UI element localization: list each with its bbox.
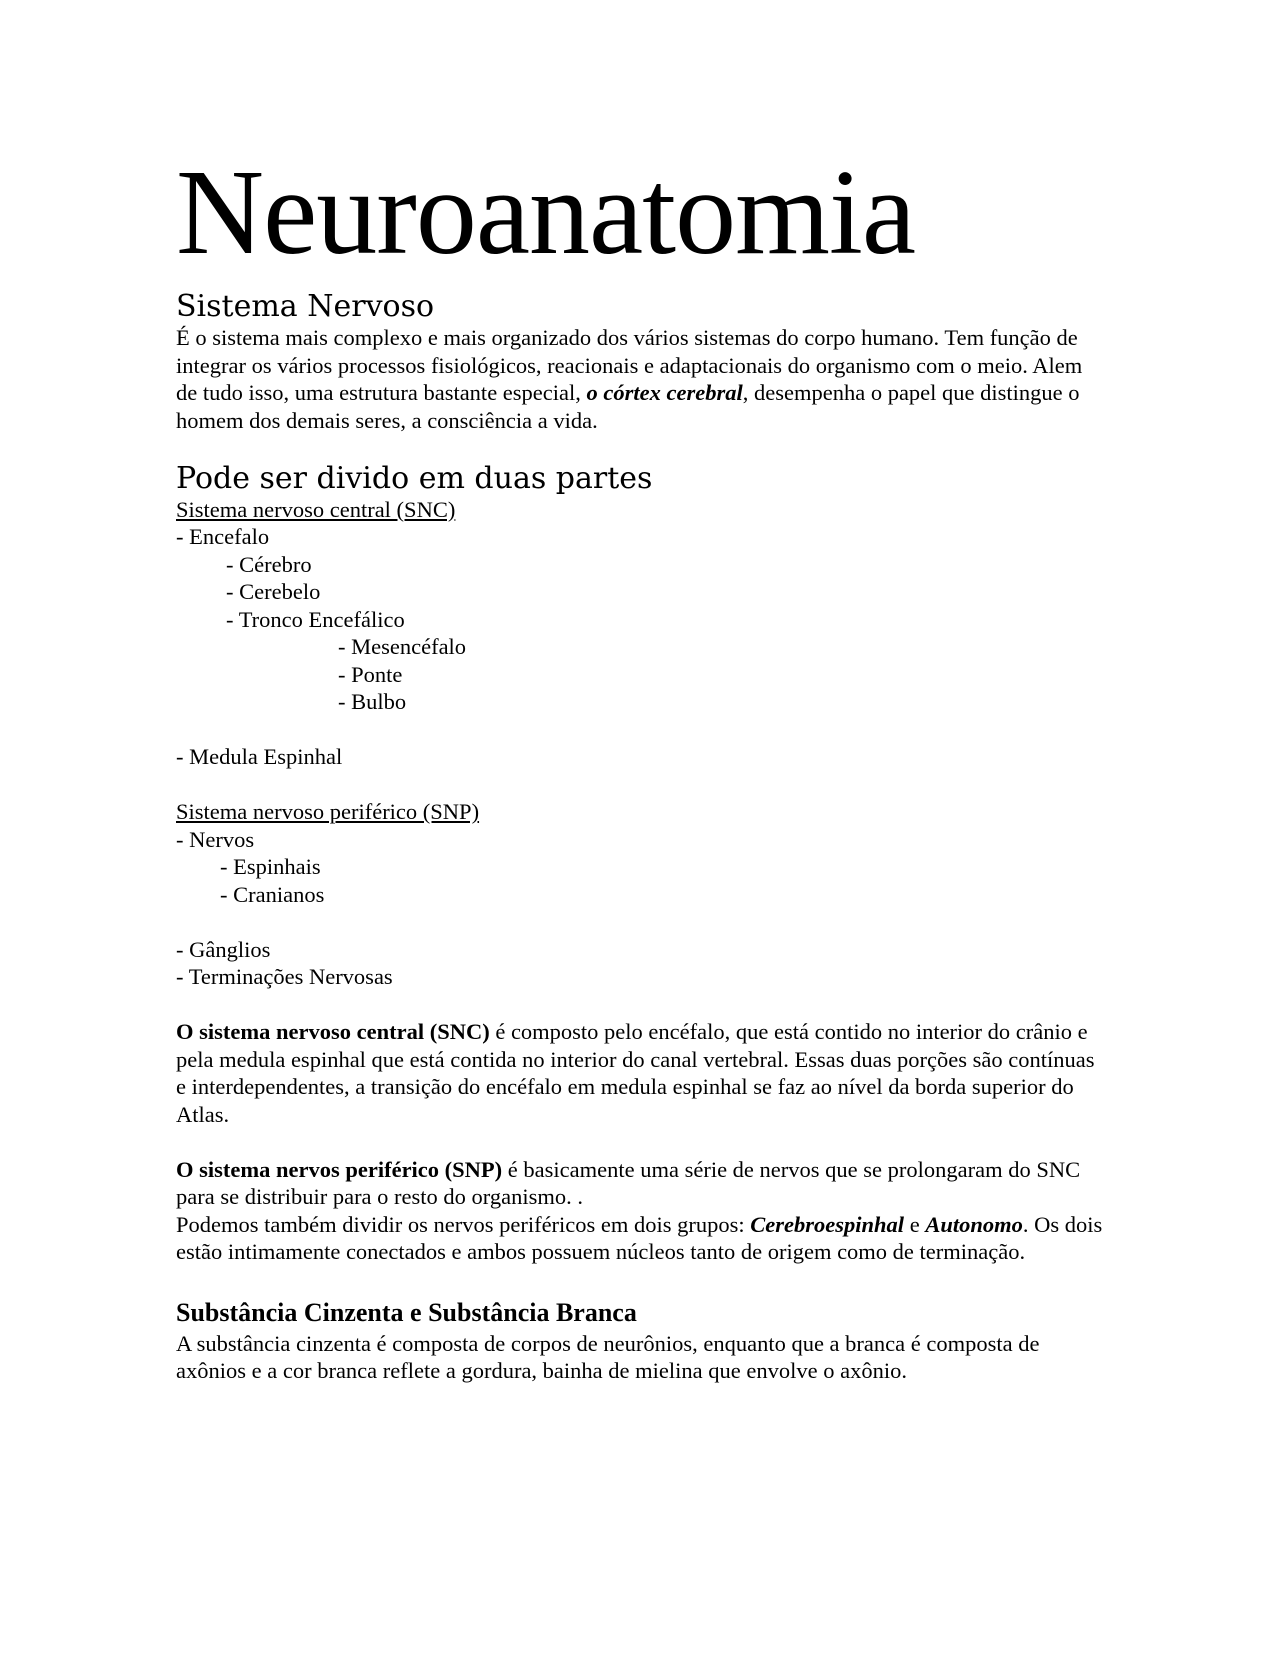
list-item: - Gânglios [176, 936, 271, 962]
list-item: - Tronco Encefálico [226, 606, 405, 632]
snp-paragraph: O sistema nervos periférico (SNP) é basicamente uma série de nervos que se prolongaram do SNC para se distribuir para o resto do organismo. . [176, 1156, 1081, 1209]
list-item: - Cerebelo [226, 579, 321, 604]
list-item: - Cérebro [226, 551, 312, 577]
heading-sistema-nervoso: Sistema Nervoso [176, 289, 435, 324]
snc-paragraph: O sistema nervoso central (SNC) é composto pelo encéfalo, que está contido no interior do crânio e pela medula espinhal que está contida no interior do canal vertebral. Essas duas porções são contínuas e interdependentes, a transição do encéfalo em medula espinhal se faz ao nível da borda superior do Atlas. [176, 1019, 1095, 1127]
intro-paragraph: É o sistema mais complexo e mais organizado dos vários sistemas do corpo humano. Tem função de integrar os vários processos fisiológicos, reacionais e adaptacionais do organismo com o meio. Alem de tudo isso, uma estrutura bastante especial, o córtex cerebral, desempenha o papel que distingue o homem dos demais seres, a consciência a vida. [176, 325, 1083, 433]
list-item: - Ponte [338, 661, 403, 687]
heading-substancias: Substância Cinzenta e Substância Branca [176, 1297, 637, 1327]
snp-title: Sistema nervoso periférico (SNP) [176, 799, 480, 824]
substancias-paragraph: A substância cinzenta é composta de corpos de neurônios, enquanto que a branca é composta de axônios e a cor branca reflete a gordura, bainha de mielina que envolve o axônio. [176, 1330, 1040, 1383]
list-item: - Medula Espinhal [176, 744, 343, 769]
document-content [176, 145, 1106, 1385]
list-item: - Mesencéfalo [338, 634, 467, 659]
list-item: - Nervos [176, 826, 255, 852]
cortex-emphasis: o córtex cerebral [586, 380, 743, 405]
heading-divisions: Pode ser divido em duas partes [176, 460, 653, 496]
nerve-groups-paragraph: Podemos também dividir os nervos periféricos em dois grupos: Cerebroespinhal e Autonomo. Os dois estão intimamente conectados e ambos possuem núcleos tanto de origem como de terminação. [176, 1211, 1103, 1264]
list-item: - Encefalo [176, 524, 270, 549]
list-item: - Espinhais [220, 854, 321, 879]
document-title: Neuroanatomia [176, 145, 916, 280]
list-item: - Terminações Nervosas [176, 964, 393, 989]
list-item: - Bulbo [338, 689, 407, 714]
snc-title: Sistema nervoso central (SNC) [176, 496, 456, 522]
list-item: - Cranianos [220, 881, 325, 907]
